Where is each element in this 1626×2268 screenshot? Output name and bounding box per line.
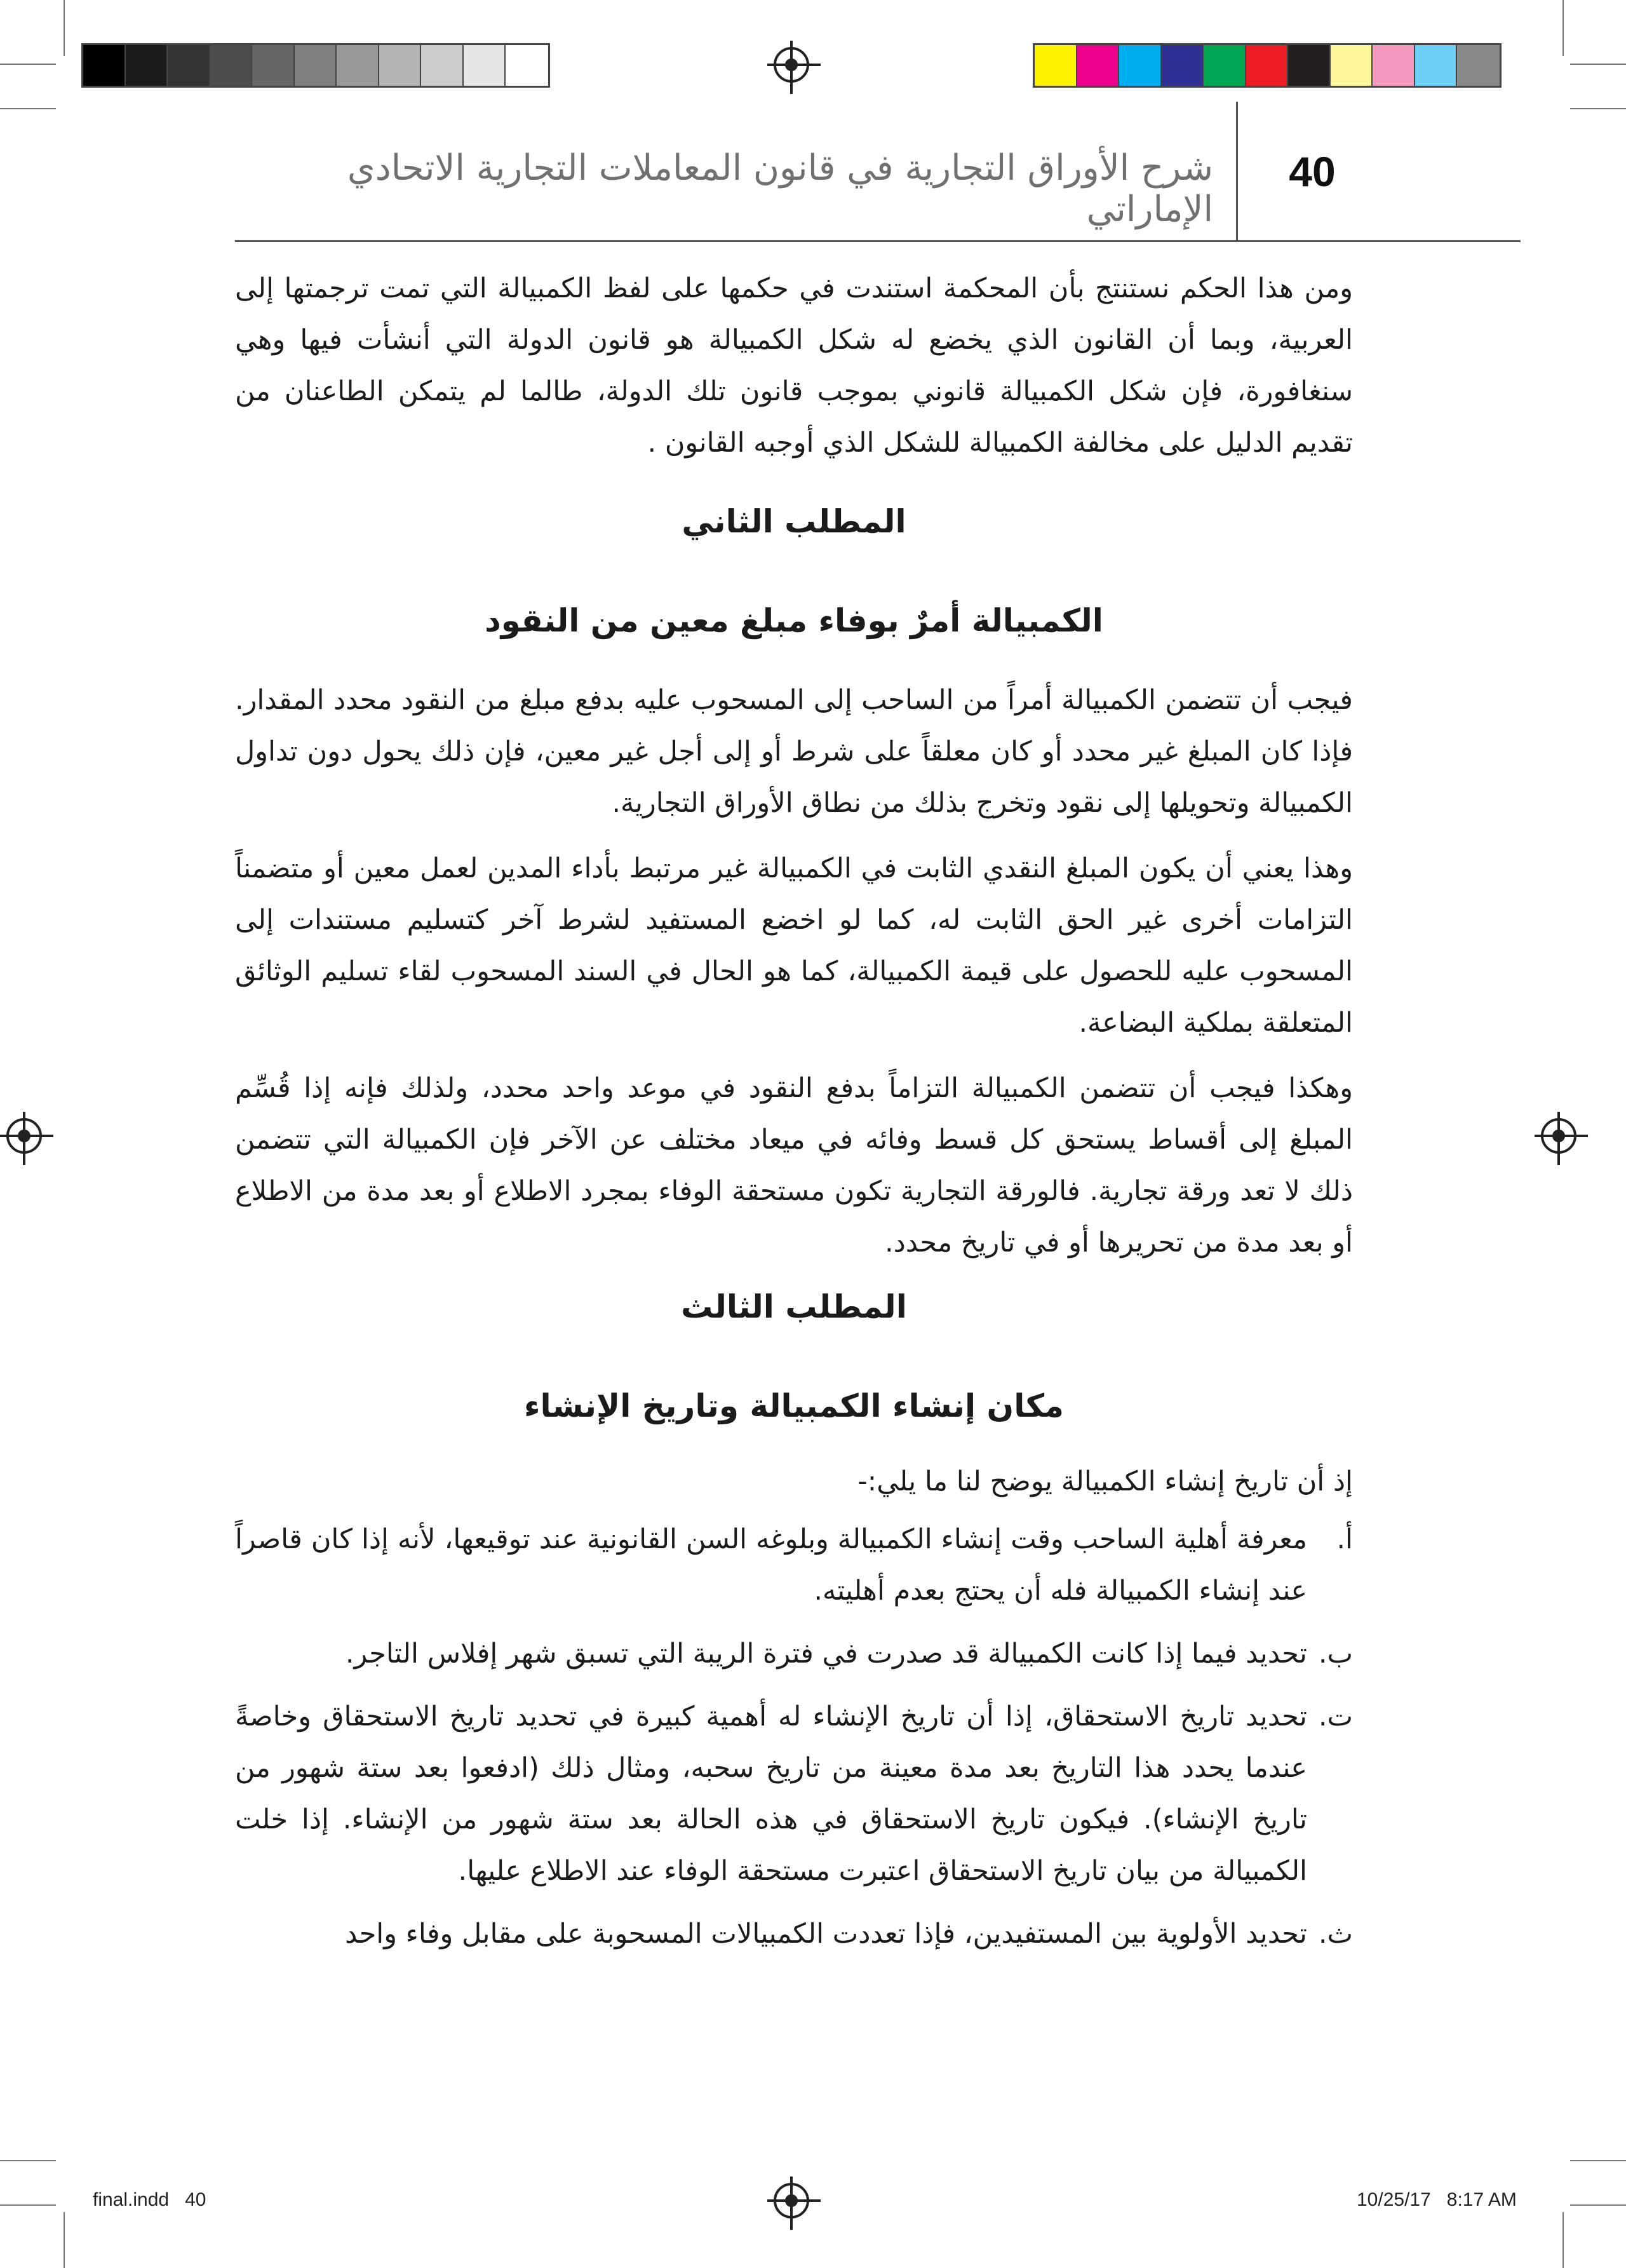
running-header-title: شرح الأوراق التجارية في قانون المعاملات التجارية الاتحادي الإماراتي [347,147,1213,230]
color-swatch [1415,45,1458,86]
crop-mark [64,2212,65,2268]
list-item [235,1514,1353,1617]
gray-swatch [379,45,422,86]
color-swatch [1077,45,1120,86]
crop-mark [1570,64,1626,65]
section-3 [235,1278,1353,1434]
registration-target-icon [774,2183,809,2218]
page-body [235,263,1353,469]
color-swatch [1162,45,1204,86]
intro-paragraph: ومن هذا الحكم نستنتج بأن المحكمة استندت في حكمها على لفظ الكمبيالة التي تمت ترجمتها إلى العربية، وبما أن القانون الذي يخضع له شكل الكمبيالة هو قانون الدولة التي أنشأت فيها وهي سنغافورة، فإن شكل الكمبيالة قانوني بموجب قانون تلك الدولة، طالما لم يتمكن الطاعنان من تقديم الدليل على مخالفة الكمبيالة للشكل الذي أوجبه القانون . [235,273,1353,459]
color-swatch [1119,45,1162,86]
color-swatch [1457,45,1500,86]
gray-swatch [464,45,506,86]
paragraph: فيجب أن تتضمن الكمبيالة أمراً من الساحب إلى المسحوب عليه بدفع مبلغ من النقود محدد المقدار. فإذا كان المبلغ غير محدد أو كان معلقاً على شرط أو إلى أجل غير معين، فإن ذلك يحول دون تداول الكمبيالة وتحويلها إلى نقود وتخرج بذلك من نطاق الأوراق التجارية. [235,684,1353,819]
paragraph: إذ أن تاريخ إنشاء الكمبيالة يوضح لنا ما يلي:- [857,1466,1353,1497]
section-subtitle: مكان إنشاء الكمبيالة وتاريخ الإنشاء [523,1387,1065,1424]
section-2-body [235,675,1353,1269]
header-divider [1236,102,1238,241]
color-swatch [1246,45,1289,86]
color-swatch [1373,45,1415,86]
section-3-body [235,1456,1353,1960]
paragraph: وهذا يعني أن يكون المبلغ النقدي الثابت في الكمبيالة غير مرتبط بأداء المدين لعمل معين أو متضمناً التزامات أخرى غير الحق الثابت له، كما لو اخضع المستفيد لشرط آخر كتسليم مستندات إلى المسحوب عليه للحصول على قيمة الكمبيالة، كما هو الحال في السند المسحوب لقاء تسليم الوثائق المتعلقة بملكية البضاعة. [235,853,1353,1039]
registration-target-icon [774,47,809,83]
crop-mark [64,0,65,56]
list-item [235,1628,1353,1680]
gray-swatch [337,45,379,86]
list-item-text: تحديد تاريخ الاستحقاق، إذا أن تاريخ الإنشاء له أهمية كبيرة في تحديد تاريخ الاستحقاق وخاصةً عندما يحدد هذا التاريخ بعد مدة معينة من تاريخ سحبه، ومثال ذلك (ادفعوا بعد ستة شهور من تاريخ الإنشاء). فيكون تاريخ الاستحقاق في هذه الحالة بعد ستة شهور من الإنشاء. إذا خلت الكمبيالة من بيان تاريخ الاستحقاق اعتبرت مستحقة الوفاء عند الاطلاع عليها. [235,1701,1307,1887]
gray-swatch [295,45,337,86]
color-swatch [1204,45,1246,86]
section-title: المطلب الثاني [682,503,906,540]
color-swatch [1331,45,1373,86]
process-color-bar [1033,43,1502,88]
list-marker: ت. [1318,1701,1353,1732]
slug-datetime: 10/25/17 8:17 AM [1357,2189,1517,2210]
list-item [235,1691,1353,1897]
section-title: المطلب الثالث [681,1288,907,1325]
paragraph: وهكذا فيجب أن تتضمن الكمبيالة التزاماً بدفع النقود في موعد واحد محدد، ولذلك فإنه إذا قُسِّم المبلغ إلى أقساط يستحق كل قسط وفائه في ميعاد مختلف عن الآخر فإن الكمبيالة التي تتضمن ذلك لا تعد ورقة تجارية. فالورقة التجارية تكون مستحقة الوفاء بمجرد الاطلاع أو بعد مدة من الاطلاع أو بعد مدة من تحريرها أو في تاريخ محدد. [235,1072,1353,1259]
list-item-text: تحديد فيما إذا كانت الكمبيالة قد صدرت في فترة الريبة التي تسبق شهر إفلاس التاجر. [345,1638,1307,1670]
list-item [235,1908,1353,1960]
crop-mark [1570,2160,1626,2161]
header-rule [235,240,1521,242]
crop-mark [0,64,56,65]
section-2 [235,493,1353,649]
crop-mark [1562,2212,1564,2268]
color-swatch [1035,45,1077,86]
crop-mark [1570,2204,1626,2206]
grayscale-bar [81,43,550,88]
registration-target-icon [6,1118,42,1154]
gray-swatch [506,45,548,86]
list-marker: أ. [1336,1523,1353,1555]
list-marker: ث. [1318,1918,1353,1950]
gray-swatch [168,45,210,86]
gray-swatch [210,45,253,86]
crop-mark [0,108,56,109]
crop-mark [0,2160,56,2161]
gray-swatch [83,45,126,86]
gray-swatch [126,45,168,86]
list-item-text: تحديد الأولوية بين المستفيدين، فإذا تعددت الكمبيالات المسحوبة على مقابل وفاء واحد [345,1918,1307,1950]
slug-file-info: final.indd 40 [93,2189,206,2210]
list-item-text: معرفة أهلية الساحب وقت إنشاء الكمبيالة وبلوغه السن القانونية عند توقيعها، لأنه إذا كان قاصراً عند إنشاء الكمبيالة فله أن يحتج بعدم أهليته. [235,1523,1307,1607]
crop-mark [0,2204,56,2206]
section-subtitle: الكمبيالة أمرٌ بوفاء مبلغ معين من النقود [485,602,1103,639]
page-number: 40 [1289,148,1336,195]
gray-swatch [252,45,295,86]
list-marker: ب. [1318,1638,1353,1670]
registration-target-icon [1541,1118,1576,1154]
gray-swatch [421,45,464,86]
crop-mark [1570,108,1626,109]
color-swatch [1288,45,1331,86]
crop-mark [1562,0,1564,56]
